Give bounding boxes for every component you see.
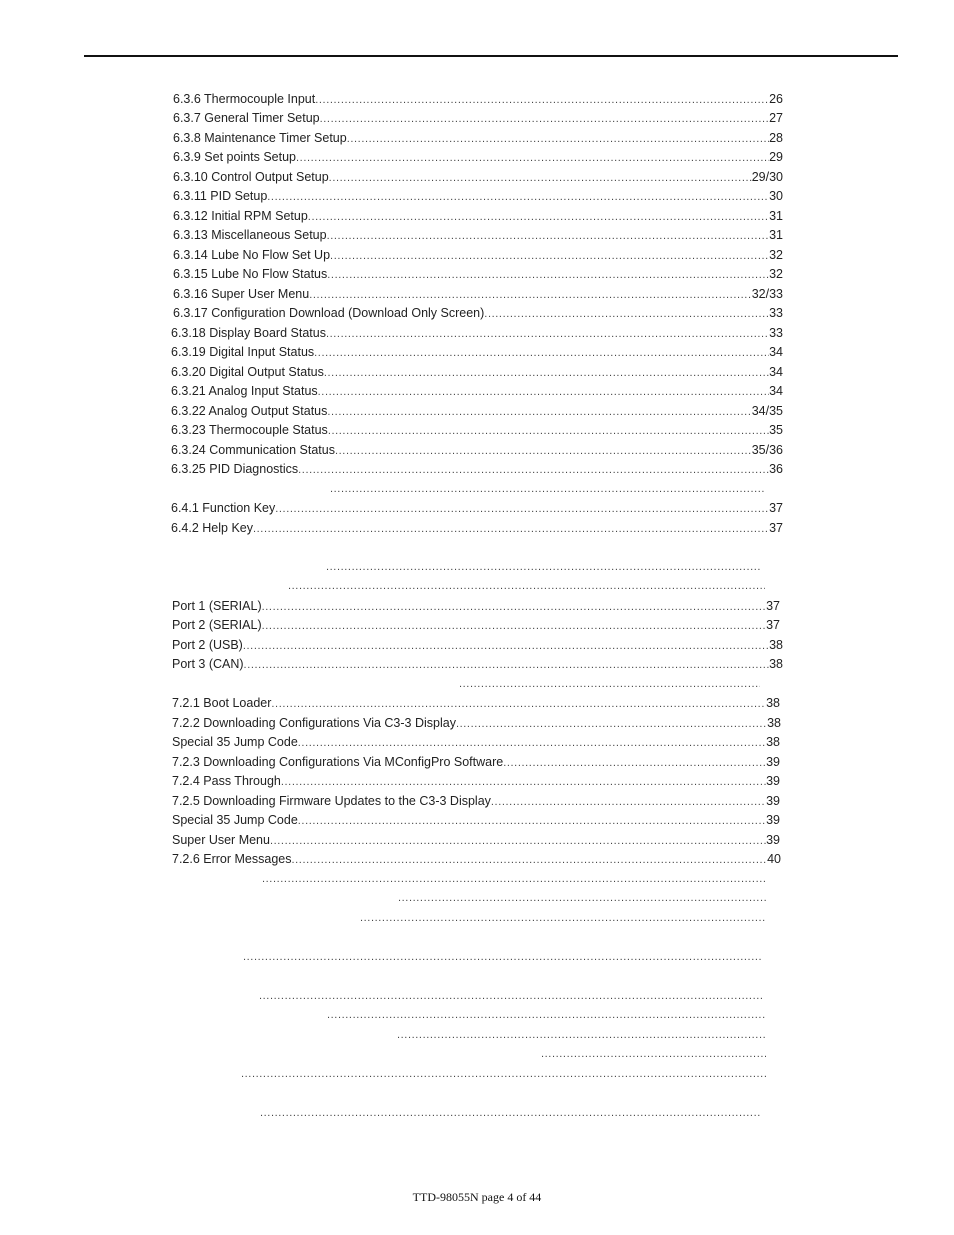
toc-entry[interactable] [262,870,766,888]
header-rule [84,55,898,57]
toc-page: 38 [767,716,781,730]
dot-leader [314,344,769,362]
dot-leader [270,832,766,850]
toc-label: 6.3.16 Super User Menu [173,287,310,301]
toc-page: 37 [766,599,780,613]
toc-entry[interactable] [259,987,762,1005]
toc-label: 7.2.1 Boot Loader [172,696,272,710]
toc-entry[interactable] [173,207,783,225]
toc-label: 6.4.1 Function Key [171,501,276,515]
dot-leader [275,500,769,518]
toc-entry[interactable] [173,226,783,244]
dot-leader [260,1104,760,1122]
dot-leader [484,305,769,323]
toc-page: 35 [769,423,783,437]
toc-page: 39 [766,755,780,769]
toc-entry[interactable] [172,733,780,751]
dot-leader [327,1006,766,1024]
toc-page: 26 [769,92,783,106]
toc-entry[interactable] [327,1006,766,1024]
toc-label: 6.3.7 General Timer Setup [173,111,320,125]
dot-leader [398,889,766,907]
toc-entry[interactable] [171,402,783,420]
toc-entry[interactable] [360,909,766,927]
toc-entry[interactable] [172,655,783,673]
toc-page: 31 [769,228,783,242]
toc-page: 32 [769,267,783,281]
toc-label: 6.3.17 Configuration Download (Download Only Screen) [173,306,485,320]
toc-entry[interactable] [243,948,761,966]
dot-leader [259,987,762,1005]
dot-leader [298,461,769,479]
dot-leader [329,169,752,187]
dot-leader [459,675,760,693]
toc-entry[interactable] [397,1026,766,1044]
toc-page: 29 [769,150,783,164]
toc-page: 34 [769,384,783,398]
toc-label: 6.3.19 Digital Input Status [171,345,315,359]
toc-label: 7.2.2 Downloading Configurations Via C3-3 Display [172,716,456,730]
dot-leader [262,617,766,635]
dot-leader [397,1026,766,1044]
toc-label: Port 1 (SERIAL) [172,599,262,613]
toc-entry[interactable] [172,636,783,654]
toc-page: 38 [766,696,780,710]
dot-leader [360,909,766,927]
toc-label: 6.4.2 Help Key [171,521,253,535]
toc-label: Special 35 Jump Code [172,735,298,749]
dot-leader [327,403,751,421]
toc-page: 34/35 [751,404,783,418]
dot-leader [491,793,766,811]
dot-leader [243,948,761,966]
dot-leader [271,695,766,713]
toc-entry[interactable] [173,246,783,264]
toc-page: 38 [769,657,783,671]
toc-page: 35/36 [751,443,783,457]
toc-page: 39 [766,833,780,847]
toc-entry[interactable] [172,831,780,849]
toc-page: 38 [766,735,780,749]
toc-entry[interactable] [171,421,783,439]
toc-entry[interactable] [172,597,780,615]
toc-entry[interactable] [171,499,783,517]
page-footer: TTD-98055N page 4 of 44 [412,1190,542,1204]
toc-entry[interactable] [171,460,783,478]
toc-entry[interactable] [172,616,780,634]
dot-leader [320,110,769,128]
toc-page: 39 [766,794,780,808]
toc-label: 6.3.14 Lube No Flow Set Up [173,248,331,262]
toc-page: 36 [769,462,783,476]
toc-entry[interactable] [172,694,780,712]
toc-label: 6.3.18 Display Board Status [171,326,326,340]
toc-entry[interactable] [172,850,781,868]
toc-label: 7.2.6 Error Messages [172,852,292,866]
toc-page: 40 [767,852,781,866]
toc-label: 6.3.25 PID Diagnostics [171,462,299,476]
toc-label: 7.2.5 Downloading Firmware Updates to the C3-3 Display [172,794,491,808]
dot-leader [288,577,765,595]
dot-leader [541,1045,766,1063]
dot-leader [326,325,769,343]
dot-leader [330,480,766,498]
toc-entry[interactable] [173,109,783,127]
toc-label: 6.3.11 PID Setup [173,189,268,203]
toc-label: 6.3.10 Control Output Setup [173,170,329,184]
toc-page: 38 [769,638,783,652]
dot-leader [335,442,752,460]
dot-leader [298,812,766,830]
toc-entry[interactable] [330,480,766,498]
dot-leader [308,208,769,226]
toc-label: Special 35 Jump Code [172,813,298,827]
dot-leader [281,773,766,791]
dot-leader [327,227,770,245]
toc-entry[interactable] [171,382,783,400]
toc-label: 6.3.15 Lube No Flow Status [173,267,328,281]
dot-leader [292,851,768,869]
toc-page: 39 [766,813,780,827]
toc-entry[interactable] [171,519,783,537]
toc-label: 7.2.4 Pass Through [172,774,281,788]
toc-entry[interactable] [173,187,783,205]
toc-entry[interactable] [172,792,780,810]
toc-page: 33 [769,326,783,340]
dot-leader [347,130,769,148]
dot-leader [253,520,769,538]
toc-page: 31 [769,209,783,223]
toc-entry[interactable] [173,129,783,147]
toc-page: 27 [769,111,783,125]
toc-label: 6.3.22 Analog Output Status [171,404,328,418]
toc-entry[interactable] [173,285,783,303]
toc-label: 6.3.24 Communication Status [171,443,335,457]
dot-leader [262,598,766,616]
toc-label: 6.3.12 Initial RPM Setup [173,209,308,223]
toc-page: 34 [769,345,783,359]
toc-page: 32 [769,248,783,262]
dot-leader [330,247,769,265]
dot-leader [243,637,769,655]
dot-leader [244,656,770,674]
toc-entry[interactable] [172,714,781,732]
dot-leader [328,422,769,440]
toc-entry[interactable] [172,811,780,829]
toc-page: 33 [769,306,783,320]
toc-entry[interactable] [173,90,783,108]
toc-entry[interactable] [173,304,783,322]
toc-entry[interactable] [171,363,783,381]
toc-entry[interactable] [459,675,760,693]
toc-label: 7.2.3 Downloading Configurations Via MConfigPro Software [172,755,504,769]
toc-page: 29/30 [751,170,783,184]
dot-leader [315,91,769,109]
toc-entry[interactable] [260,1104,760,1122]
dot-leader [503,754,766,772]
toc-entry[interactable] [171,343,783,361]
toc-entry[interactable] [173,265,783,283]
toc-label: Super User Menu [172,833,270,847]
toc-label: 6.3.9 Set points Setup [173,150,297,164]
dot-leader [327,266,769,284]
toc-entry[interactable] [326,558,760,576]
toc-page: 39 [766,774,780,788]
toc-entry[interactable] [172,772,780,790]
toc-entry[interactable] [241,1065,766,1083]
toc-label: 6.3.8 Maintenance Timer Setup [173,131,347,145]
toc-page: 28 [769,131,783,145]
toc-entry[interactable] [398,889,766,907]
toc-label: 6.3.23 Thermocouple Status [171,423,328,437]
toc-entry[interactable] [171,441,783,459]
toc-label: Port 3 (CAN) [172,657,244,671]
dot-leader [298,734,766,752]
toc-page: 37 [769,501,783,515]
toc-label: 6.3.21 Analog Input Status [171,384,318,398]
toc-page: 37 [766,618,780,632]
toc-page: 37 [769,521,783,535]
toc-entry[interactable] [173,148,783,166]
toc-entry[interactable] [171,324,783,342]
toc-entry[interactable] [541,1045,766,1063]
dot-leader [326,558,760,576]
toc-entry[interactable] [172,753,780,771]
toc-page: 32/33 [751,287,783,301]
toc-entry[interactable] [173,168,783,186]
dot-leader [318,383,769,401]
toc-label: Port 2 (USB) [172,638,243,652]
toc-label: 6.3.13 Miscellaneous Setup [173,228,327,242]
toc-page: 34 [769,365,783,379]
toc-label: 6.3.20 Digital Output Status [171,365,324,379]
dot-leader [456,715,767,733]
toc-page: 30 [769,189,783,203]
dot-leader [267,188,769,206]
dot-leader [309,286,752,304]
toc-entry[interactable] [288,577,765,595]
toc-label: 6.3.6 Thermocouple Input [173,92,316,106]
dot-leader [324,364,769,382]
dot-leader [262,870,766,888]
dot-leader [296,149,769,167]
toc-label: Port 2 (SERIAL) [172,618,262,632]
dot-leader [241,1065,766,1083]
